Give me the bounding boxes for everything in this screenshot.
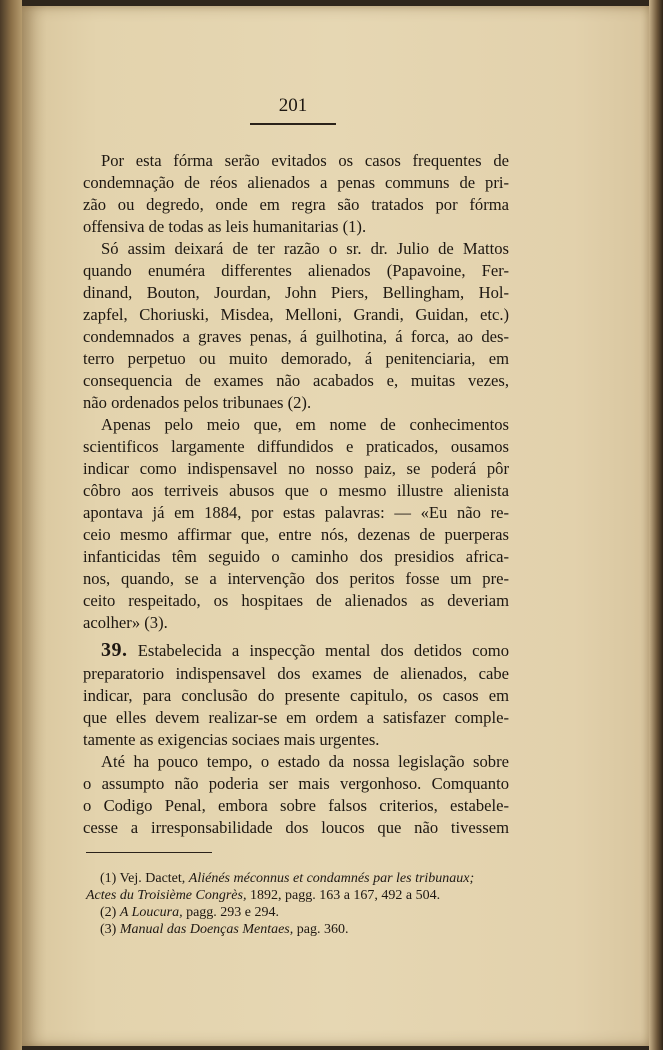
text-line: cesse a irresponsabilidade dos loucos que não tivessem: [83, 818, 509, 837]
text-line: que elles devem realizar-se em ordem a satisfazer comple-: [83, 708, 509, 727]
text-line: apontava já em 1884, por estas palavras: — «Eu não re-: [83, 503, 509, 522]
text-line: terro perpetuo ou muito demorado, á penitenciaria, em: [83, 349, 509, 368]
text-line: indicar como indispensavel no nosso paiz, se poderá pôr: [83, 459, 509, 478]
section-first-line: [101, 640, 509, 661]
text-line: dinand, Bouton, Jourdan, John Piers, Bellingham, Hol-: [83, 283, 509, 302]
footnote-1: [100, 870, 509, 887]
footnote-3-mark: (3): [100, 922, 117, 937]
footnote-2-title: A Loucura,: [119, 905, 183, 920]
text-line: infanticidas têm seguido o caminho dos presidios africa-: [83, 547, 509, 566]
text-line: indicar, para conclusão do presente capitulo, os casos em: [83, 686, 509, 705]
footnote-1-pages: 1892, pagg. 163 a 167, 492 a 504.: [249, 888, 441, 903]
footnote-1-mark: (1): [100, 871, 117, 886]
text-line: condemnação de réos alienados a penas communs de pri-: [83, 173, 509, 192]
footnote-2-mark: (2): [100, 905, 117, 920]
text-line: zapfel, Choriuski, Misdea, Melloni, Grandi, Guidan, etc.): [83, 305, 509, 324]
text-line: consequencia de exames não acabados e, muitas vezes,: [83, 371, 509, 390]
footnote-1-title: Aliénés méconnus et condamnés par les tribunaux;: [188, 871, 475, 886]
page-number: 201: [278, 95, 308, 116]
text-line: scientificos largamente diffundidos e praticados, ousamos: [83, 437, 509, 456]
footnote-3-title: Manual das Doenças Mentaes,: [119, 922, 294, 937]
text-line: offensiva de todas as leis humanitarias (1).: [83, 217, 367, 236]
page-number-rule: [250, 123, 336, 125]
text-line: Por esta fórma serão evitados os casos frequentes de: [101, 151, 509, 170]
text-line: quando enuméra differentes alienados (Papavoine, Fer-: [83, 261, 509, 280]
text-line: o Codigo Penal, embora sobre falsos criterios, estabele-: [83, 796, 509, 815]
text-line: zão ou degredo, onde em regra são tratados por fórma: [83, 195, 509, 214]
book-spine-edge: [0, 0, 22, 1050]
footnote-1-author: Vej. Dactet,: [119, 871, 186, 886]
text-line: condemnados a graves penas, á guilhotina, á forca, ao des-: [83, 327, 509, 346]
footnote-3-pages: pag. 360.: [296, 922, 349, 937]
text-line: Só assim deixará de ter razão o sr. dr. Julio de Mattos: [101, 239, 509, 258]
text-line: o assumpto não poderia ser mais vergonhoso. Comquanto: [83, 774, 509, 793]
text-line: preparatorio indispensavel dos exames de alienados, cabe: [83, 664, 509, 683]
text-line: Até ha pouco tempo, o estado da nossa legislação sobre: [101, 752, 509, 771]
text-line: não ordenados pelos tribunaes (2).: [83, 393, 312, 412]
text-line: ceio mesmo affirmar que, entre nós, dezenas de puerperas: [83, 525, 509, 544]
page-right-edge: [649, 0, 663, 1050]
footnote-rule: [86, 852, 212, 853]
section-number: 39.: [101, 639, 128, 661]
text-line: acolher» (3).: [83, 613, 168, 632]
text-line: ceito respeitado, os hospitaes de alienados as deveriam: [83, 591, 509, 610]
footnote-2-pages: pagg. 293 e 294.: [186, 905, 280, 920]
text-line: nos, quando, se a intervenção dos peritos fosse um pre-: [83, 569, 509, 588]
text-line: tamente as exigencias sociaes mais urgentes.: [83, 730, 380, 749]
footnote-1-continued: [86, 887, 495, 904]
text-line: Estabelecida a inspecção mental dos detidos como: [137, 641, 509, 660]
text-line: Apenas pelo meio que, em nome de conhecimentos: [101, 415, 509, 434]
text-line: côbro aos terriveis abusos que o mesmo illustre alienista: [83, 481, 509, 500]
footnote-1-source: Actes du Troisième Congrès,: [86, 888, 247, 903]
footnote-2: [100, 904, 509, 921]
footnote-3: [100, 921, 509, 938]
